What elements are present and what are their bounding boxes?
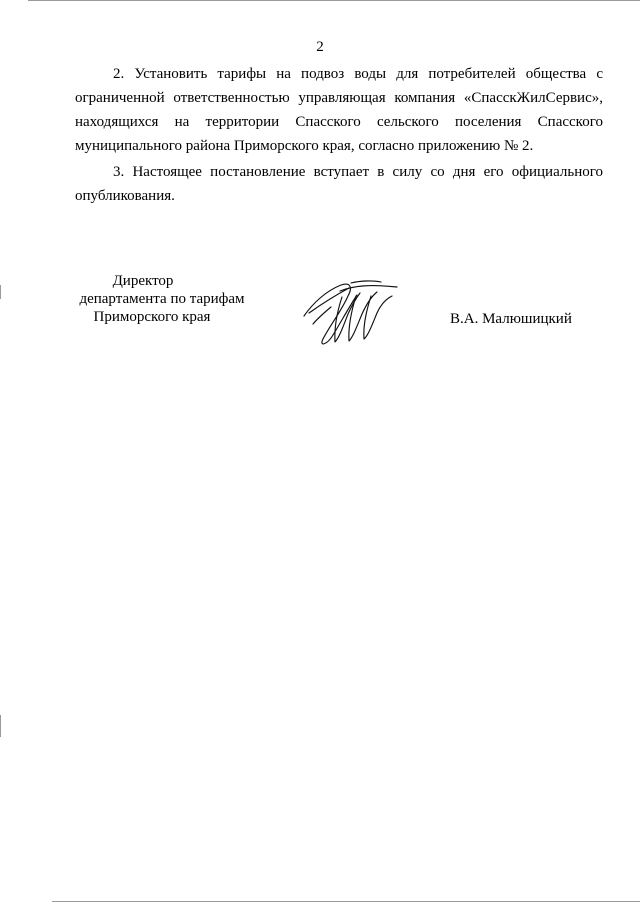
signatory-title-line: Директор bbox=[112, 273, 174, 289]
signatory-title-line: Приморского края bbox=[93, 309, 211, 325]
document-body bbox=[75, 62, 603, 208]
paragraph-item-3: 3. Настоящее постановление вступает в силу со дня его официального опубликования. bbox=[75, 164, 603, 204]
signatory-position bbox=[62, 272, 262, 326]
scan-margin-mark bbox=[0, 715, 1, 737]
signatory-title-line: департамента по тарифам bbox=[79, 291, 245, 307]
scan-border-bottom bbox=[52, 901, 640, 902]
scan-border-top bbox=[28, 0, 640, 1]
signer-name: В.А. Малюшицкий bbox=[450, 311, 572, 327]
scan-margin-mark bbox=[0, 285, 1, 299]
handwritten-signature bbox=[298, 276, 403, 348]
paragraph-item-2: 2. Установить тарифы на подвоз воды для потребителей общества с ограниченной ответственностью управляющая компания «СпасскЖилСервис», находящихся на территории Спасского сельского поселения Спасского муниципального района Приморского края, согласно приложению № 2. bbox=[75, 66, 603, 154]
page-number: 2 bbox=[316, 39, 324, 55]
